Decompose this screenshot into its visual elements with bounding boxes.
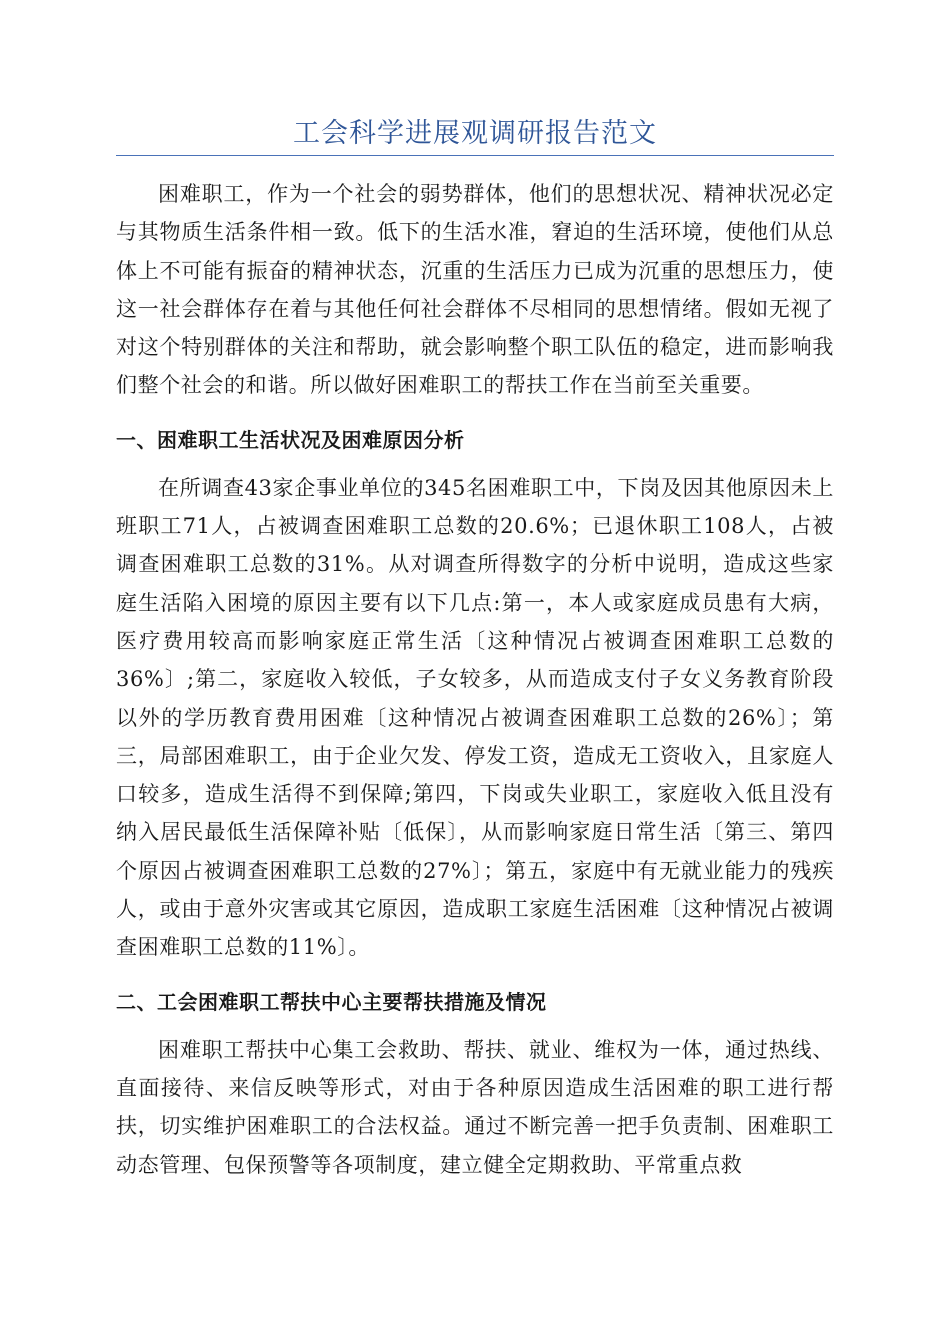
section-1-paragraph: 在所调查43家企事业单位的345名困难职工中，下岗及因其他原因未上班职工71人，占被调查困难职工总数的20.6%；已退休职工108人，占被调查困难职工总数的31%。从对调查所得数字的分析中说明，造成这些家庭生活陷入困境的原因主要有以下几点:第一，本人或家庭成员患有大病，医疗费用较高而影响家庭正常生活〔这种情况占被调查困难职工总数的36%〕;第二，家庭收入较低，子女较多，从而造成支付子女义务教育阶段以外的学历教育费用困难〔这种情况占被调查困难职工总数的26%〕；第三，局部困难职工，由于企业欠发、停发工资，造成无工资收入，且家庭人口较多，造成生活得不到保障;第四，下岗或失业职工，家庭收入低且没有纳入居民最低生活保障补贴〔低保〕，从而影响家庭日常生活〔第三、第四个原因占被调查困难职工总数的27%〕；第五，家庭中有无就业能力的残疾人，或由于意外灾害或其它原因，造成职工家庭生活困难〔这种情况占被调查困难职工总数的11%〕。 [116,475,834,960]
document-title: 工会科学进展观调研报告范文 [293,118,657,149]
section-2-paragraph: 困难职工帮扶中心集工会救助、帮扶、就业、维权为一体，通过热线、直面接待、来信反映等形式，对由于各种原因造成生活困难的职工进行帮扶，切实维护困难职工的合法权益。通过不断完善一把手负责制、困难职工动态管理、包保预警等各项制度，建立健全定期救助、平常重点救 [116,1037,834,1177]
section-1-heading: 一、困难职工生活状况及困难原因分析 [116,427,465,452]
section-2-heading: 二、工会困难职工帮扶中心主要帮扶措施及情况 [116,989,547,1014]
title-underline [116,155,834,156]
intro-paragraph: 困难职工，作为一个社会的弱势群体，他们的思想状况、精神状况必定与其物质生活条件相一致。低下的生活水准，窘迫的生活环境，使他们从总体上不可能有振奋的精神状态，沉重的生活压力已成为沉重的思想压力，使这一社会群体存在着与其他任何社会群体不尽相同的思想情绪。假如无视了对这个特别群体的关注和帮助，就会影响整个职工队伍的稳定，进而影响我们整个社会的和谐。所以做好困难职工的帮扶工作在当前至关重要。 [116,182,834,398]
document-body [116,175,834,1184]
